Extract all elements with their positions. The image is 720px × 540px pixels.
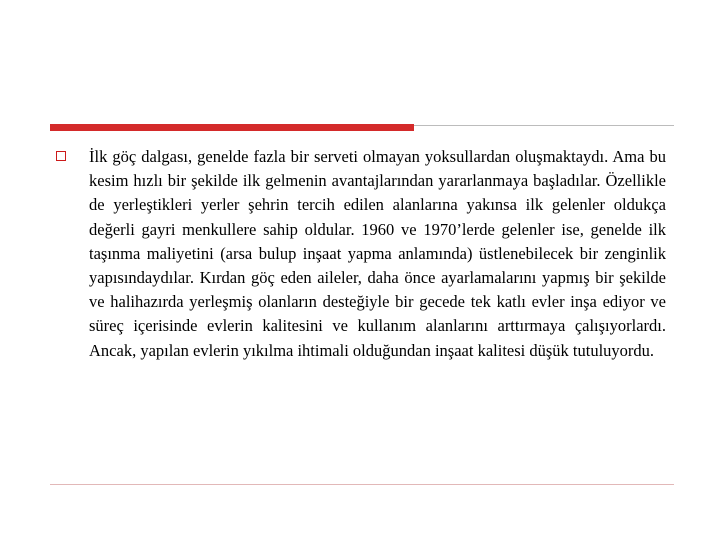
bullet-item bbox=[56, 145, 666, 363]
bullet-paragraph: İlk göç dalgası, genelde fazla bir serveti olmayan yoksullardan oluşmaktaydı. Ama bu kesim hızlı bir şekilde ilk gelmenin avantajlarından yararlanmaya başladılar. Özellikle de yerleştikleri yerler şehrin tercih edilen alanlarına yakınsa ilk gelenler oldukça değerli gayri menkullere sahip oldular. 1960 ve 1970’lerde gelenler ise, genelde ilk taşınma maliyetini (arsa bulup inşaat yapma anlamında) üstlenebilecek bir zenginlik yapısındaydılar. Kırdan göç eden aileler, daha önce ayarlamalarını yapmış bir şekilde ve halihazırda yerleşmiş olanların desteğiyle bir gecede tek katlı evler inşa ediyor ve süreç içerisinde evlerin kalitesini ve kullanım alanlarını arttırmaya çalışıyorlardı. Ancak, yapılan evlerin yıkılma ihtimali olduğundan inşaat kalitesi düşük tutuluyordu. bbox=[89, 147, 666, 360]
title-rule-line bbox=[414, 125, 674, 126]
title-accent-bar bbox=[50, 124, 414, 131]
footer-rule-line bbox=[50, 484, 674, 485]
square-bullet-icon bbox=[56, 151, 66, 161]
